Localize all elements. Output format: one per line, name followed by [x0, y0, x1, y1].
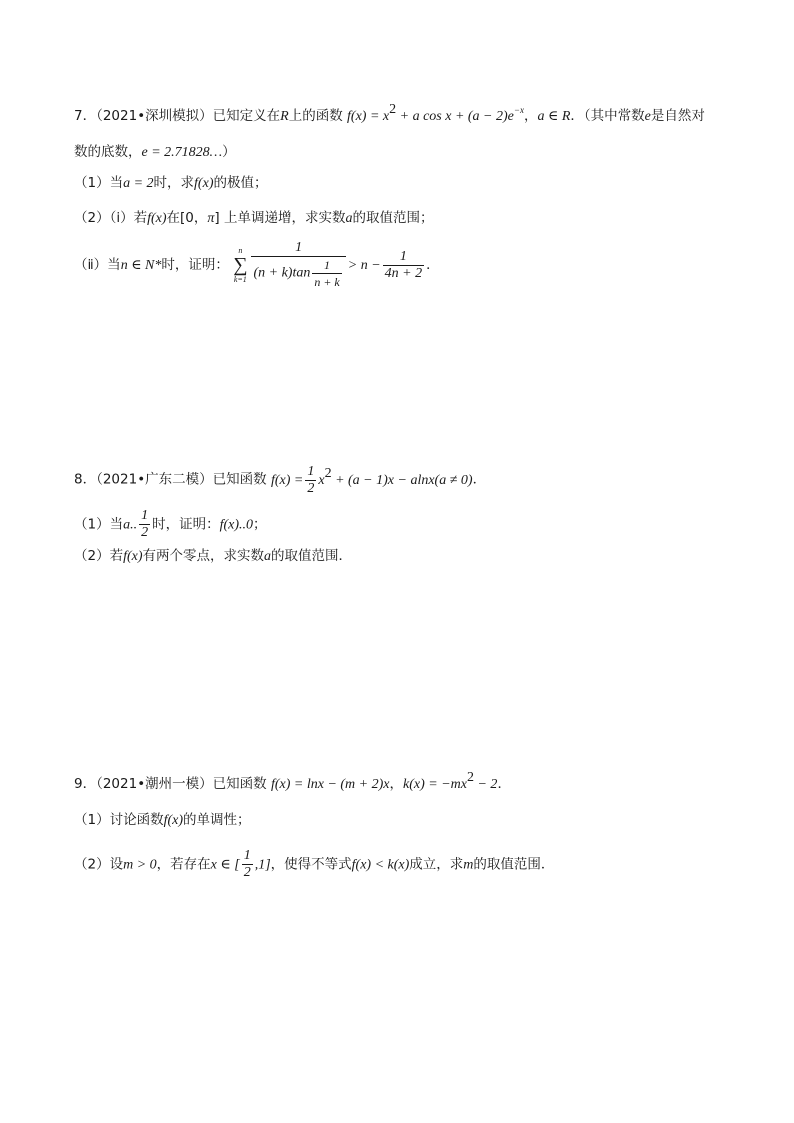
- rhs-fraction: $\frac{1}{4n + 2}$: [384, 248, 423, 281]
- formula: $f(x) = x^2 + a$ $\cos x + (a - 2)e^{-x}$: [347, 102, 524, 124]
- q7-part2-i: （2）（ⅰ）若f(x)在[0，π] 上单调递增，求实数a的取值范围；: [74, 210, 434, 226]
- question-number: 8: [74, 471, 83, 488]
- question-source: （2021•广东二模）: [96, 471, 213, 488]
- q9-part2: （2）设m > 0，若存在x ∈ [ $\frac{1}{2}$ ,1]，使得不等式f(x) < k(x)成立，求m的取值范围．: [74, 848, 555, 880]
- question-number: 9: [74, 776, 83, 792]
- summation: n ∑ k=1: [233, 246, 248, 284]
- q8-stem: 8．（2021•广东二模）已知函数 f(x) = $\frac{1}{2}$ $x^2 + (a - 1)x - alnx(a \ne 0)$．: [74, 464, 487, 496]
- sum-fraction: 1 (n + k)tan $\frac{1}{n + k}$: [251, 240, 345, 290]
- question-source: （2021•潮州一模）: [96, 776, 213, 792]
- formula: $k(x) = -mx^2 - 2$: [403, 770, 498, 792]
- q9-part1: （1）讨论函数f(x)的单调性；: [74, 812, 251, 828]
- q9-stem: 9．（2021•潮州一模）已知函数 f(x) = lnx − (m + 2)x，$k(x) = -mx^2 - 2$．: [74, 770, 511, 792]
- formula: f(x) = lnx − (m + 2)x: [270, 777, 390, 792]
- q8-part2: （2）若f(x)有两个零点，求实数a的取值范围．: [74, 548, 353, 564]
- q7-part2-ii: （ⅱ）当n ∈ N*时，证明： n ∑ k=1 1 (n + k)tan $\frac{1}{n + k}$ > n − $\frac{1}{4n + 2}$ ．: [74, 240, 440, 289]
- q8-part1: （1）当a.. $\frac{1}{2}$ 时，证明：f(x)..0；: [74, 508, 267, 540]
- question-number: 7: [74, 108, 83, 124]
- question-source: （2021•深圳模拟）: [96, 108, 213, 124]
- q7-part1: （1）当a = 2时，求f(x)的极值；: [74, 175, 268, 191]
- q7-stem: 7．（2021•深圳模拟）已知定义在R上的函数 $f(x) = x^2 + a$ $\cos x + (a - 2)e^{-x}$，a ∈ R．（其中常数e是自然对: [74, 102, 705, 124]
- formula: f(x) = $\frac{1}{2}$ $x^2 + (a - 1)x - alnx(a \ne 0)$: [270, 464, 473, 496]
- q7-stem-line2: 数的底数，e = 2.71828…）: [74, 144, 236, 160]
